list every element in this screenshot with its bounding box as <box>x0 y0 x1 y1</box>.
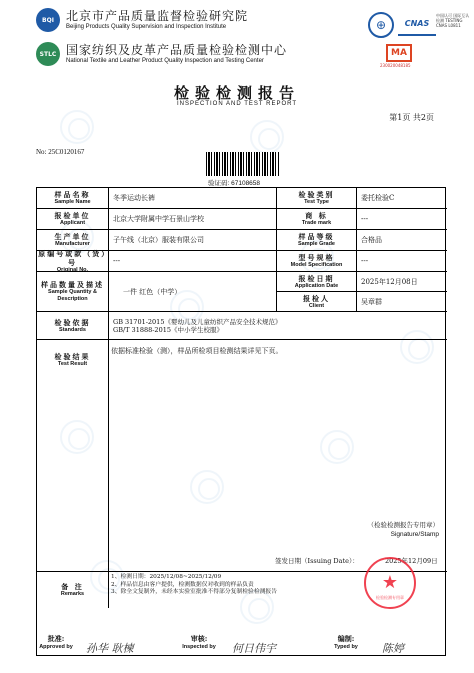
institute-1-name-cn: 北京市产品质量监督检验研究院 <box>66 8 249 23</box>
test-result-text: 依据标准检验（测），样品所检项目检测结果详见下页。 <box>111 347 283 355</box>
label-manufacturer: 生产单位 Manufacturer <box>37 230 109 251</box>
institute-1-name-en: Beijing Products Quality Supervision and Inspection Institute <box>66 23 227 30</box>
bqi-logo-icon: BQI <box>36 8 60 32</box>
remarks-text <box>111 574 277 597</box>
value-application-date: 2025年12月08日 <box>357 272 447 292</box>
seal-star-icon: ★ <box>381 572 399 593</box>
signature-row <box>36 634 446 662</box>
approved-signature: 孙华 耿楝 <box>86 642 134 655</box>
value-client: 吴章群 <box>357 292 447 312</box>
stamp-label-cn: （检验检测报告专用章） <box>367 521 439 529</box>
value-test-type: 委托检验C <box>357 188 447 209</box>
issue-date: 2025年12月09日 <box>385 557 438 565</box>
label-sample-grade: 样品等级 Sample Grade <box>277 230 357 251</box>
value-manufacturer: 子午线（北京）服装有限公司 <box>109 230 277 251</box>
value-original-no: --- <box>109 251 277 272</box>
label-sample-name: 样品名称 Sample Name <box>37 188 109 209</box>
remark-line: 1、检测日期：2025/12/08~2025/12/09 <box>111 574 222 580</box>
inspected-by-label: 审核: Inspected by <box>182 634 216 650</box>
stlc-logo-icon: STLC <box>36 42 60 66</box>
watermark-icon <box>250 120 284 154</box>
label-test-type: 检验类别 Test Type <box>277 188 357 209</box>
label-sample-quantity: 样品数量及描述 Sample Quantity & Description <box>37 272 109 312</box>
value-standards <box>109 312 447 340</box>
report-title-en: INSPECTION AND TEST REPORT <box>176 101 298 107</box>
seal-text: 检验检测专用章 <box>376 595 404 600</box>
page-count: 第1页 共2页 <box>389 113 434 122</box>
label-applicant: 报检单位 Applicant <box>37 209 109 230</box>
standard-line: GB/T 31888-2015《中小学生校服》 <box>113 325 223 334</box>
ilac-globe-icon: ⊕ <box>368 12 394 38</box>
institute-1 <box>36 8 248 32</box>
issue-date-label: 签发日期（Issuing Date）： <box>275 557 359 565</box>
official-seal <box>364 557 416 609</box>
inspected-signature: 何日伟宇 <box>232 642 276 655</box>
remark-line: 2、样品信息由客户提供，检测数据仅对收到的样品负责 <box>111 581 254 588</box>
report-number: No: 25C0120167 <box>36 148 85 156</box>
label-standards: 检验依据 Standards <box>37 312 109 340</box>
label-remarks: 备 注 Remarks <box>37 572 109 608</box>
verification-code: 验证码: 67108658 <box>208 180 261 187</box>
value-trade-mark: --- <box>357 209 447 230</box>
cma-code: 230020048185 <box>380 63 411 68</box>
stamp-label-en: Signature/Stamp <box>390 531 439 538</box>
label-test-result: 检验结果 Test Result <box>37 340 109 572</box>
label-original-no: 原编号或款（货）号 Original No. <box>37 251 109 272</box>
cnas-text: 中国认可 国际互认 检测 TESTING CNAS L0811 <box>436 13 470 28</box>
value-sample-name: 冬季运动长裤 <box>109 188 277 209</box>
value-sample-grade: 合格品 <box>357 230 447 251</box>
watermark-icon <box>60 110 94 144</box>
value-model-spec: --- <box>357 251 447 272</box>
institute-2-name-cn: 国家纺织及皮革产品质量检验检测中心 <box>66 42 288 57</box>
value-applicant: 北京大学附属中学石景山学校 <box>109 209 277 230</box>
institute-2 <box>36 42 287 66</box>
approved-by-label: 批准: Approved by <box>39 634 73 650</box>
remark-line: 3、除全文复制外，未经本实验室批准不得部分复制检验检测报告 <box>111 589 278 595</box>
label-model-spec: 型号规格 Model Specification <box>277 251 357 272</box>
label-application-date: 报检日期 Application Date <box>277 272 357 292</box>
value-sample-quantity: 一件 红色（中学） <box>109 272 277 312</box>
cnas-logo: CNAS <box>398 12 436 36</box>
typed-signature: 陈婷 <box>382 642 404 655</box>
barcode <box>206 152 280 176</box>
standard-line: GB 31701-2015《婴幼儿及儿童纺织产品安全技术规范》 <box>113 317 282 326</box>
label-trade-mark: 商 标 Trade mark <box>277 209 357 230</box>
institute-2-name-en: National Textile and Leather Product Quality Inspection and Testing Center <box>66 57 264 64</box>
report-title: 检验检测报告 <box>173 84 300 102</box>
label-client: 报检人 Client <box>277 292 357 312</box>
test-result-area <box>109 340 447 572</box>
typed-by-label: 编制: Typed by <box>334 634 358 650</box>
cma-logo: MA <box>386 44 412 62</box>
